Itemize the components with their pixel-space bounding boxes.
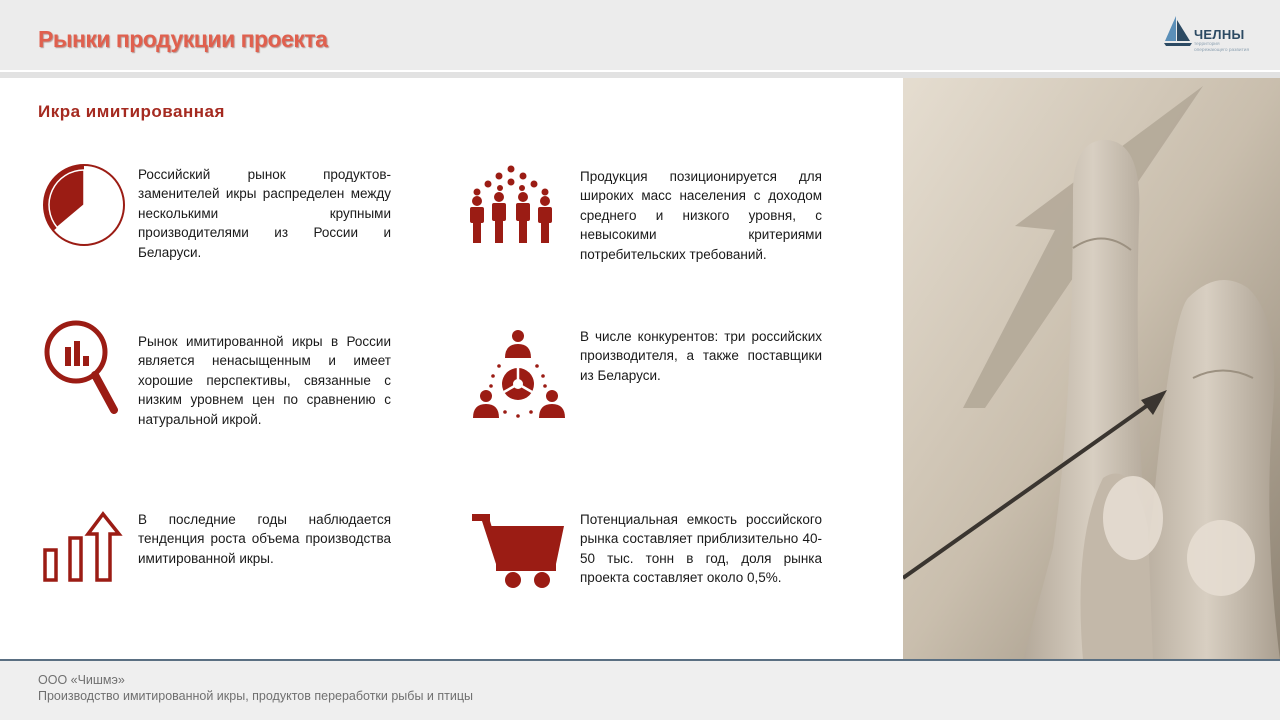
growth-bars-icon <box>40 508 126 586</box>
paragraph-market-outlook: Рынок имитированной икры в России является ненасыщенным и имеет хорошие перспективы, связанные с низким уровнем цен по сравнению с натуральной икрой. <box>138 334 391 427</box>
header-divider <box>0 70 1280 78</box>
page-title: Рынки продукции проекта <box>38 26 328 52</box>
footer-company: ООО «Чишмэ» <box>38 673 125 687</box>
magnifier-chart-icon <box>44 318 120 416</box>
hand-arrow-photo <box>903 78 1280 660</box>
logo-name: ЧЕЛНЫ <box>1194 27 1245 42</box>
footer-description: Производство имитированной икры, продуктов переработки рыбы и птицы <box>38 689 473 703</box>
people-crowd-icon <box>466 164 556 246</box>
logo-tagline: территория опережающего развития <box>1194 42 1250 53</box>
paragraph-positioning: Продукция позиционируется для широких масс населения с доходом среднего и низкого уровня, с невысокими критериями потребительских требований. <box>580 169 822 262</box>
shopping-cart-icon <box>470 512 566 592</box>
paragraph-market-capacity: Потенциальная емкость российского рынка составляет приблизительно 40-50 тыс. тонн в год, доля рынка проекта составляет около 0,5%. <box>580 512 822 586</box>
pie-chart-icon <box>42 163 126 247</box>
paragraph-growth-trend: В последние годы наблюдается тенденция роста объема производства имитированной икры. <box>138 512 391 566</box>
paragraph-market-structure: Российский рынок продуктов-заменителей икры распределен между несколькими крупными производителями из России и Беларуси. <box>138 167 391 260</box>
section-title: Икра имитированная <box>38 102 225 121</box>
paragraph-competitors: В числе конкурентов: три российских производителя, а также поставщики из Беларуси. <box>580 329 822 383</box>
competitors-icon <box>469 328 569 422</box>
